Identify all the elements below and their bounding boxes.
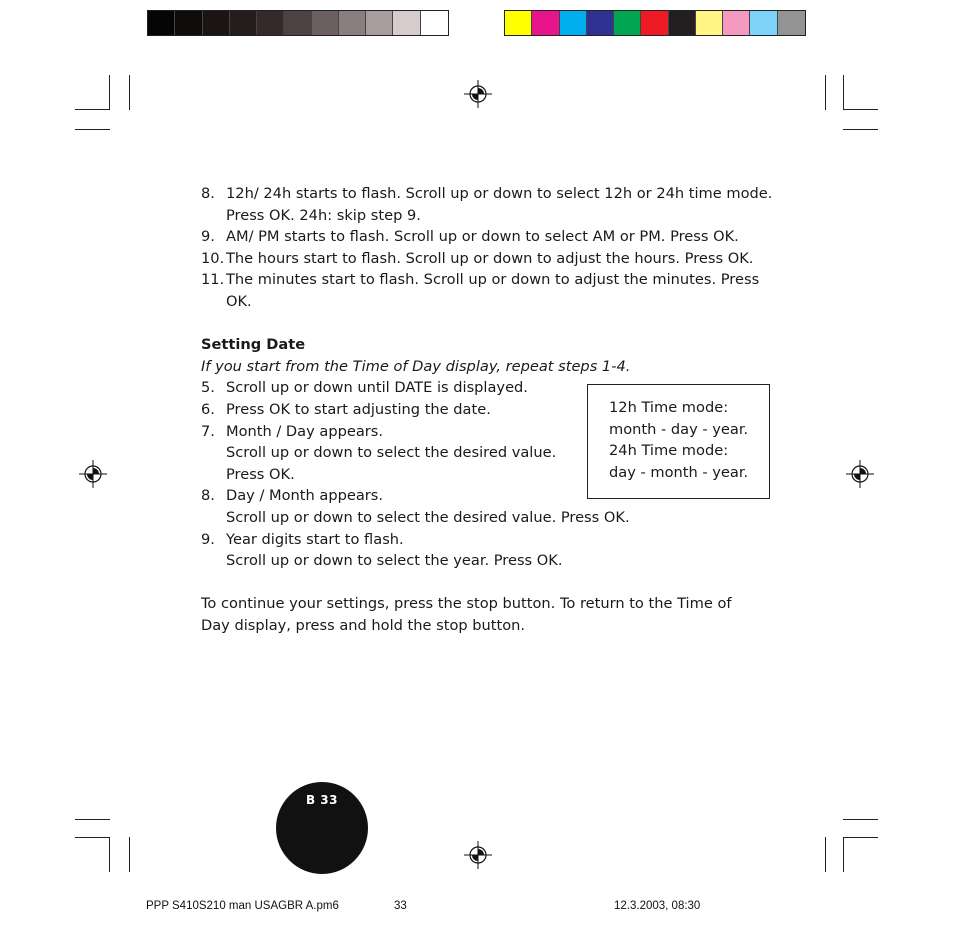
gray-swatch (148, 11, 175, 35)
color-swatch (750, 11, 777, 35)
step-number: 8. (201, 185, 215, 202)
registration-mark-bottom-icon (464, 841, 492, 869)
color-swatch (532, 11, 559, 35)
gray-swatch (366, 11, 393, 35)
step-text (226, 529, 781, 572)
step-number: 7. (201, 422, 215, 440)
registration-mark-top-icon (464, 80, 492, 108)
step-text: The minutes start to flash. Scroll up or down to adjust the minutes. Press OK. (226, 271, 760, 310)
process-color-bar (504, 10, 806, 36)
gray-swatch (175, 11, 202, 35)
closing-paragraph: To continue your settings, press the stop button. To return to the Time of Day display, press and hold the stop button. (201, 595, 732, 634)
list-item (201, 248, 781, 270)
step-line: Scroll up or down to select the year. Press OK. (226, 552, 563, 570)
color-swatch (723, 11, 750, 35)
step-number: 5. (201, 379, 215, 397)
step-number: 9. (201, 530, 215, 548)
section-heading: Setting Date (201, 336, 306, 354)
gray-swatch (203, 11, 230, 35)
gray-swatch (339, 11, 366, 35)
step-line: Month / Day appears. (226, 422, 384, 440)
list-item (201, 226, 781, 248)
step-line: Year digits start to flash. (226, 530, 404, 548)
list-item (201, 529, 781, 572)
list-item (201, 183, 781, 226)
color-swatch (560, 11, 587, 35)
note-line: 24h Time mode: (609, 442, 729, 460)
registration-mark-right-icon (846, 460, 874, 488)
list-item (201, 269, 781, 312)
step-text: AM/ PM starts to flash. Scroll up or down to select AM or PM. Press OK. (226, 228, 739, 246)
note-line: month - day - year. (609, 420, 749, 438)
page-label: B 33 (305, 793, 339, 807)
step-text: The hours start to flash. Scroll up or down to adjust the hours. Press OK. (226, 249, 754, 267)
grayscale-color-bar (147, 10, 449, 36)
step-text: 12h/ 24h starts to flash. Scroll up or down to select 12h or 24h time mode. Press OK. 24h: skip step 9. (226, 185, 773, 224)
color-swatch (641, 11, 668, 35)
gray-swatch (257, 11, 284, 35)
section-intro: If you start from the Time of Day display, repeat steps 1-4. (201, 357, 631, 375)
gray-swatch (421, 11, 448, 35)
gray-swatch (312, 11, 339, 35)
page-number-badge (276, 782, 368, 874)
step-number: 8. (201, 487, 215, 505)
step-number: 11. (201, 271, 225, 289)
step-line: Press OK. (226, 465, 295, 483)
footer-datetime: 12.3.2003, 08:30 (614, 900, 701, 912)
note-line: day - month - year. (609, 463, 749, 481)
footer-page-number: 33 (394, 900, 407, 912)
color-swatch (505, 11, 532, 35)
color-swatch (669, 11, 696, 35)
time-steps-list (201, 183, 781, 313)
gray-swatch (230, 11, 257, 35)
footer-filename: PPP S410S210 man USAGBR A.pm6 (146, 900, 339, 912)
color-swatch (778, 11, 805, 35)
step-line: Scroll up or down to select the desired value. (226, 444, 557, 462)
note-line: 12h Time mode: (609, 399, 729, 416)
step-number: 10. (201, 249, 225, 267)
color-swatch (614, 11, 641, 35)
step-line: Day / Month appears. (226, 487, 384, 505)
step-line: Scroll up or down to select the desired value. Press OK. (226, 508, 630, 526)
step-number: 6. (201, 400, 215, 418)
registration-mark-left-icon (79, 460, 107, 488)
step-number: 9. (201, 228, 215, 246)
color-swatch (696, 11, 723, 35)
gray-swatch (284, 11, 311, 35)
date-format-note-box (587, 384, 770, 499)
step-line: Press OK to start adjusting the date. (226, 400, 491, 418)
step-line: Scroll up or down until DATE is displayed. (226, 379, 528, 397)
gray-swatch (393, 11, 420, 35)
color-swatch (587, 11, 614, 35)
